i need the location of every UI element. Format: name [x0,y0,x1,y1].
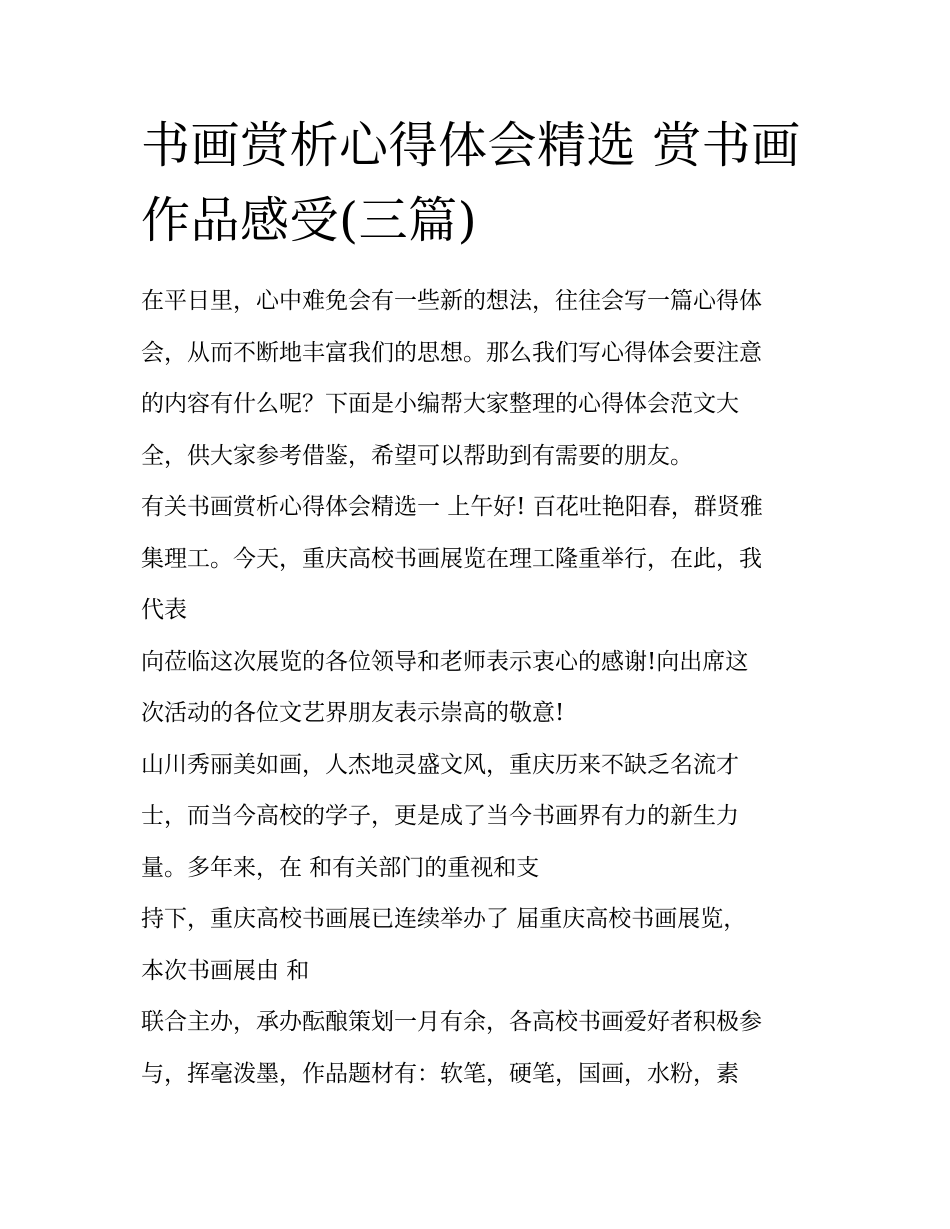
body-line: 代表 [141,597,187,623]
body-line: 会，从而不断地丰富我们的思想。那么我们写心得体会要注意 [141,339,762,366]
body-line: 联合主办，承办酝酿策划一月有余，各高校书画爱好者积极参 [141,1009,762,1035]
body-line: 向莅临这次展览的各位领导和老师表示衷心的感谢!向出席这 [141,648,749,675]
body-line: 次活动的各位文艺界朋友表示崇高的敬意! [141,700,565,726]
body-line: 士，而当今高校的学子，更是成了当今书画界有力的新生力 [141,803,739,829]
body-line: 山川秀丽美如画，人杰地灵盛文风，重庆历来不缺乏名流才 [141,751,739,778]
title-line: 书画赏析心得体会精选 赏书画 [141,117,801,174]
body-line: 的内容有什么呢？下面是小编帮大家整理的心得体会范文大 [141,391,739,417]
title-line: 作品感受(三篇) [141,192,478,249]
body-line: 量。多年来，在 和有关部门的重视和支 [141,854,540,881]
document-body [141,276,821,1100]
body-line: 持下，重庆高校书画展已连续举办了 届重庆高校书画展览， [141,906,747,932]
body-line: 有关书画赏析心得体会精选一 上午好! 百花吐艳阳春，群贤雅 [141,494,763,520]
body-line: 全，供大家参考借鉴，希望可以帮助到有需要的朋友。 [141,442,693,469]
body-line: 在平日里，心中难免会有一些新的想法，往往会写一篇心得体 [141,288,762,314]
body-line: 本次书画展由 和 [141,957,310,984]
body-line: 与，挥毫泼墨，作品题材有：软笔，硬笔，国画，水粉，素 [141,1060,739,1087]
document-title [141,108,821,258]
body-line: 集理工。今天，重庆高校书画展览在理工隆重举行，在此，我 [141,545,762,572]
